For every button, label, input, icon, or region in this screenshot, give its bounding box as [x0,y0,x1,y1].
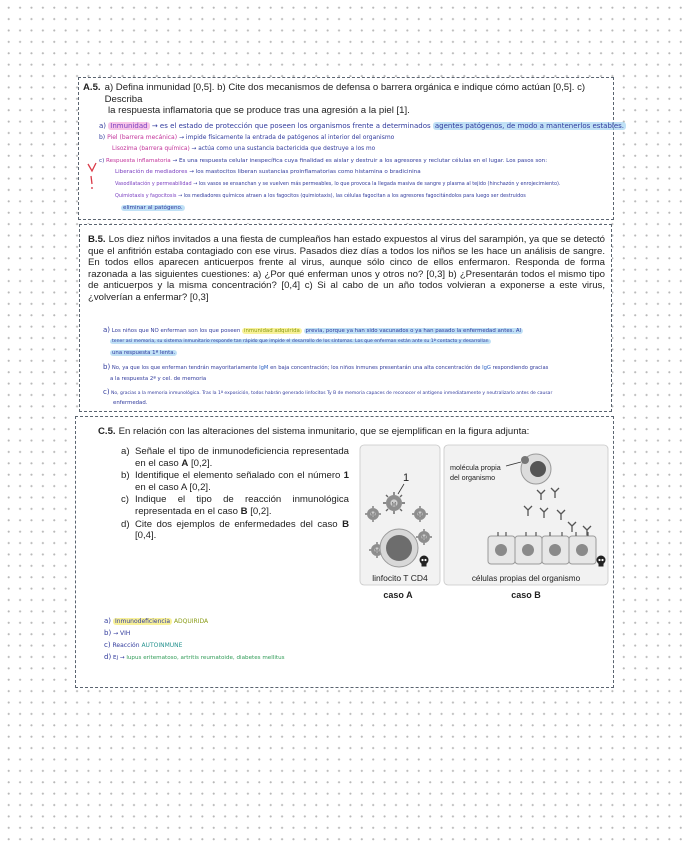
question-c5-intro [98,426,608,438]
answer-arrow: Ej → [112,655,125,661]
answer-a5-b1 [99,134,394,142]
answer-term: Respuesta inflamatoria [106,158,171,164]
answer-text: a la respuesta 2ª y cel. de memoria [110,376,207,382]
question-c5-item [121,519,349,542]
answer-text: ADQUIRIDA [173,618,209,625]
item-text: [0,2]. [188,457,213,469]
answer-text: → los vasos se ensanchan y se vuelven más permeables, lo que provoca la llegada masiva de sangre y plasma al tejido (hinchazón y enrojecimiento). [193,181,561,187]
answer-b5-c [103,388,552,398]
answer-text: → es el estado de protección que poseen los organismos frente a determinados [151,122,431,130]
answer-text: previa, porque ya han sido vacunados o ya han pasado la enfermedad antes. Al [305,328,522,334]
answer-label: c) [103,388,110,396]
question-c5-item [121,494,349,517]
answer-label: c) [99,158,105,164]
answer-b5-a3 [110,349,177,357]
answer-label: b) [103,363,111,371]
virus-glyph: M [370,512,376,519]
item-bold: 1 [343,470,349,482]
answer-term: Inmunidad [110,122,148,130]
molecule-label: molécula propia [450,463,501,472]
item-text: Señale el tipo de inmunodeficiencia representada en el caso [135,446,349,469]
case-b-label: caso B [511,590,541,600]
answer-b5-c2 [113,399,148,407]
answer-text: No, ya que los que enferman tendrán mayoritariamente [111,365,258,371]
answer-a5-c [99,157,547,165]
lymphocyte-label: linfocito T CD4 [372,573,428,583]
question-a5-line2: la respuesta inflamatoria que se produce tras una agresión a la piel [1]. [108,105,410,117]
answer-a5-c3 [115,192,526,200]
answer-term: Quimiotaxis y fagocitosis [115,193,177,199]
question-a5-line1: a) Defina inmunidad [0,5]. b) Cite dos mecanismos de defensa o barrera orgánica e indique cómo actúan [0,5]. c) Describa [104,82,586,105]
answer-term: Vasodilatación y permeabilidad [115,181,192,187]
answer-text: en baja concentración; los niños inmunes presentarán una alta concentración de [270,365,481,371]
question-a5-label: A.5. [83,82,101,93]
answer-text: → los mastocitos liberan sustancias proinflamatorias como histamina o bradicinina [189,169,421,175]
answer-c5-b [104,629,130,638]
item-key: b) [121,470,130,482]
answer-term: Reacción [112,642,140,649]
answer-a5-c2 [115,180,560,188]
item-text: [0,2]. [247,505,272,517]
answer-term: Lisozima (barrera química) [112,146,190,152]
answer-c5-c [104,641,182,650]
item-text: en el caso A [0,2]. [135,481,211,493]
answer-label: b) [104,629,112,637]
item-bold: B [240,505,248,517]
item-key: d) [121,518,130,530]
answer-text: → Es una respuesta celular inespecífica cuya finalidad es aislar y destruir a los agresores y reclutar células en el lugar. Los pasos son: [172,158,548,164]
answer-text: respondiendo gracias [492,365,549,371]
item-text: Cite dos ejemplos de enfermedades del caso [135,518,343,530]
question-c5-label: C.5. [98,426,116,437]
answer-text: → los mediadores químicos atraen a los fagocitos (quimiotaxis), las células fagocitan a los agresores fagocitándolos para luego ser destruidos [177,193,526,199]
answer-term: IgM [259,365,269,371]
virus-glyph: M [374,548,380,555]
item-bold: B [342,518,349,530]
answer-b5-b [103,363,548,372]
case-a-label: caso A [383,590,413,600]
immune-figure [358,444,610,604]
answer-a5-b2 [112,145,375,153]
answer-text: tener así memoria, su sistema inmunitario responde tan rápido que impide el desarrollo de los síntomas. Los que enferman están ante su 1ª contacto y desarrollan [112,339,489,344]
question-c5-item [121,470,349,493]
answer-c5-a [104,617,208,626]
answer-text: agentes patógenos, de modo a mantenerlos estables. [434,122,625,130]
figure-number-1: 1 [403,472,410,484]
item-text: Indique el tipo de reacción inmunológica representada en el caso [135,494,349,517]
question-a5-text [83,82,609,117]
question-b5-box [79,224,612,412]
question-c5-list [121,446,349,543]
answer-term: IgG [482,365,491,371]
answer-term: inmunidad adquirida [243,328,300,334]
answer-text: lupus eritematoso, artritis reumatoide, diabetes mellitus [126,655,285,661]
answer-b5-a2 [110,338,491,346]
answer-a5-a [99,122,626,131]
answer-b5-b2 [110,375,206,383]
question-c5-intro-text: En relación con las alteraciones del sistema inmunitario, que se ejemplifican en la figura adjunta: [118,426,530,437]
question-a5-box [78,77,625,220]
molecule-label-line2: del organismo [450,473,496,482]
answer-text: → actúa como una sustancia bactericida que destruye a los mo [191,146,376,152]
t-cd4-lymphocyte [380,529,418,567]
answer-a5-c1 [115,168,421,176]
answer-label: c) [104,641,111,649]
answer-label: b) [99,134,106,141]
answer-label: a) [99,122,107,130]
answer-text: → impide físicamente la entrada de patógenos al interior del organismo [178,134,395,141]
item-text: [0,4]. [135,530,157,542]
question-b5-label: B.5. [88,234,106,245]
answer-text: No, gracias a la memoria inmunológica. Tras la 1ª exposición, todos habrán generado linfocitos Ty B de memoria capaces de reconocer el antígeno inmediatamente y neutralizarlo antes de causar [111,391,553,396]
answer-term: Liberación de mediadores [115,169,188,175]
virus-glyph: M [421,535,427,542]
question-b5-body: Los diez niños invitados a una fiesta de cumpleaños han estado expuestos al virus del sarampión, ya que se detectó que el anfitrión estaba contagiado con ese virus. Pasados diez días a todos los niños se les hace un análisis de sangre. En todos ellos aparecen anticuerpos frente al virus, aunque sólo cinco de ellos enfermaron. Responda de forma razonada a las siguientes cuestiones: a) ¿Por qué enferman unos y otros no? [0,3] b) ¿Presentarán todos el mismo tipo de anticuerpos y la misma concentración? [0,4] c) Si al cabo de un año todos volvieran a exponerse a este virus, ¿volverían a enfermar? [0,3] [88,234,605,303]
item-key: a) [121,446,130,457]
item-bold: A [181,457,189,469]
item-text: Identifique el elemento señalado con el número [135,470,344,482]
answer-c5-d [104,653,285,663]
answer-label: d) [104,653,112,661]
answer-text: → VIH [113,630,131,637]
correction-mark-icon [85,162,99,192]
answer-label: a) [104,617,112,625]
answer-text: Los niños que NO enferman son los que poseen [111,328,241,334]
item-key: c) [121,494,129,506]
answer-label: a) [103,326,111,334]
answer-text: enfermedad. [113,400,148,406]
answer-text: AUTOINMUNE [141,642,183,649]
answer-text: una respuesta 1ª lenta. [112,350,176,356]
answer-term: Piel (barrera mecánica) [107,134,178,141]
cells-label: células propias del organismo [471,574,581,583]
virus-glyph: M [391,502,397,508]
answer-b5-a [103,326,523,335]
b-lymphocyte [521,454,551,484]
answer-text: eliminar al patógeno. [123,205,183,211]
answer-term: Inmunodeficiencia [114,618,171,625]
question-b5-text [88,234,605,304]
virus-glyph: M [417,512,423,519]
answer-a5-c3-end [121,204,185,212]
question-c5-item [121,446,349,469]
